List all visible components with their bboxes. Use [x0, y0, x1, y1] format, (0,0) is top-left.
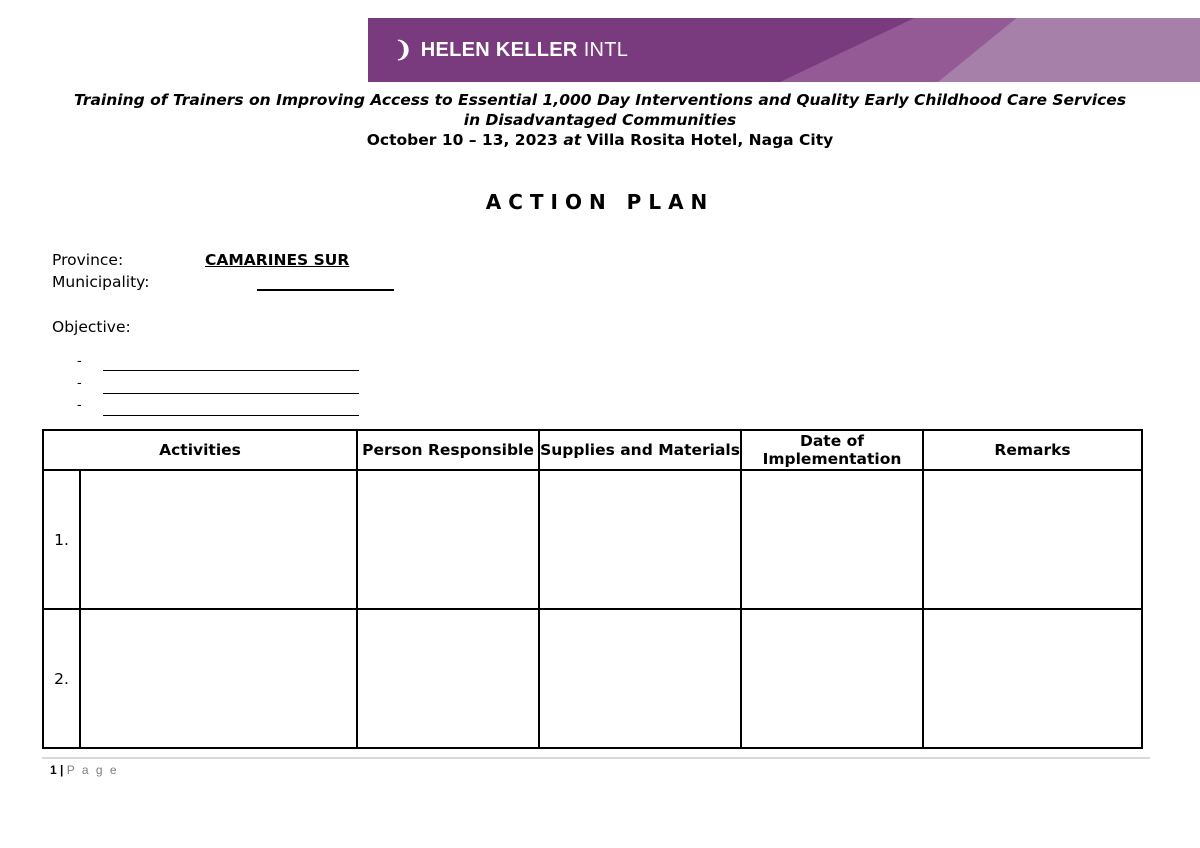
- header-person-responsible: Person Responsible: [357, 430, 539, 470]
- supplies-cell[interactable]: [539, 470, 741, 609]
- page-label: P a g e: [66, 763, 119, 777]
- objective-line-1: [103, 370, 359, 371]
- person-responsible-cell[interactable]: [357, 609, 539, 748]
- helen-keller-logo: [394, 37, 628, 63]
- footer-divider: [42, 757, 1150, 759]
- table-row: [43, 609, 1142, 748]
- header-remarks: Remarks: [923, 430, 1142, 470]
- row-number: 2.: [43, 609, 80, 748]
- objective-dash-2: -: [77, 376, 82, 391]
- date-cell[interactable]: [741, 609, 923, 748]
- action-plan-heading: ACTION PLAN: [485, 190, 715, 214]
- header-banner: [368, 18, 1200, 82]
- table-header-row: [43, 430, 1142, 470]
- action-plan-table: [42, 429, 1143, 749]
- supplies-cell[interactable]: [539, 609, 741, 748]
- page-footer: [50, 763, 119, 777]
- title-line-3: [40, 130, 1160, 150]
- activity-cell[interactable]: [80, 470, 357, 609]
- title-line-1: Training of Trainers on Improving Access to Essential 1,000 Day Interventions and Quality Early Childhood Care Services: [73, 91, 1127, 109]
- table-row: [43, 470, 1142, 609]
- logo-text-light: INTL: [583, 38, 629, 61]
- page-number: 1: [50, 763, 57, 777]
- logo-text-bold: HELEN KELLER: [420, 38, 578, 61]
- objective-label: Objective:: [52, 318, 131, 336]
- activity-cell[interactable]: [80, 609, 357, 748]
- row-number: 1.: [43, 470, 80, 609]
- logo-mark-icon: ❩: [394, 37, 413, 62]
- person-responsible-cell[interactable]: [357, 470, 539, 609]
- objective-line-3: [103, 415, 359, 416]
- objective-dash-1: -: [77, 354, 82, 369]
- event-date: October 10 – 13, 2023: [366, 131, 564, 149]
- objective-dash-3: -: [77, 398, 82, 413]
- objective-line-2: [103, 393, 359, 394]
- municipality-label: Municipality:: [52, 273, 150, 291]
- event-at: at: [563, 131, 582, 149]
- header-date-implementation: Date of Implementation: [741, 430, 923, 470]
- province-label: Province:: [52, 251, 124, 269]
- header-supplies-materials: Supplies and Materials: [539, 430, 741, 470]
- footer-separator: |: [60, 763, 64, 777]
- header-activities: Activities: [43, 430, 357, 470]
- date-cell[interactable]: [741, 470, 923, 609]
- remarks-cell[interactable]: [923, 609, 1142, 748]
- province-value: CAMARINES SUR: [205, 251, 350, 269]
- municipality-blank-line: [257, 289, 394, 291]
- title-line-2: in Disadvantaged Communities: [463, 111, 737, 129]
- event-venue: Villa Rosita Hotel, Naga City: [581, 131, 834, 149]
- document-title: [40, 90, 1160, 150]
- remarks-cell[interactable]: [923, 470, 1142, 609]
